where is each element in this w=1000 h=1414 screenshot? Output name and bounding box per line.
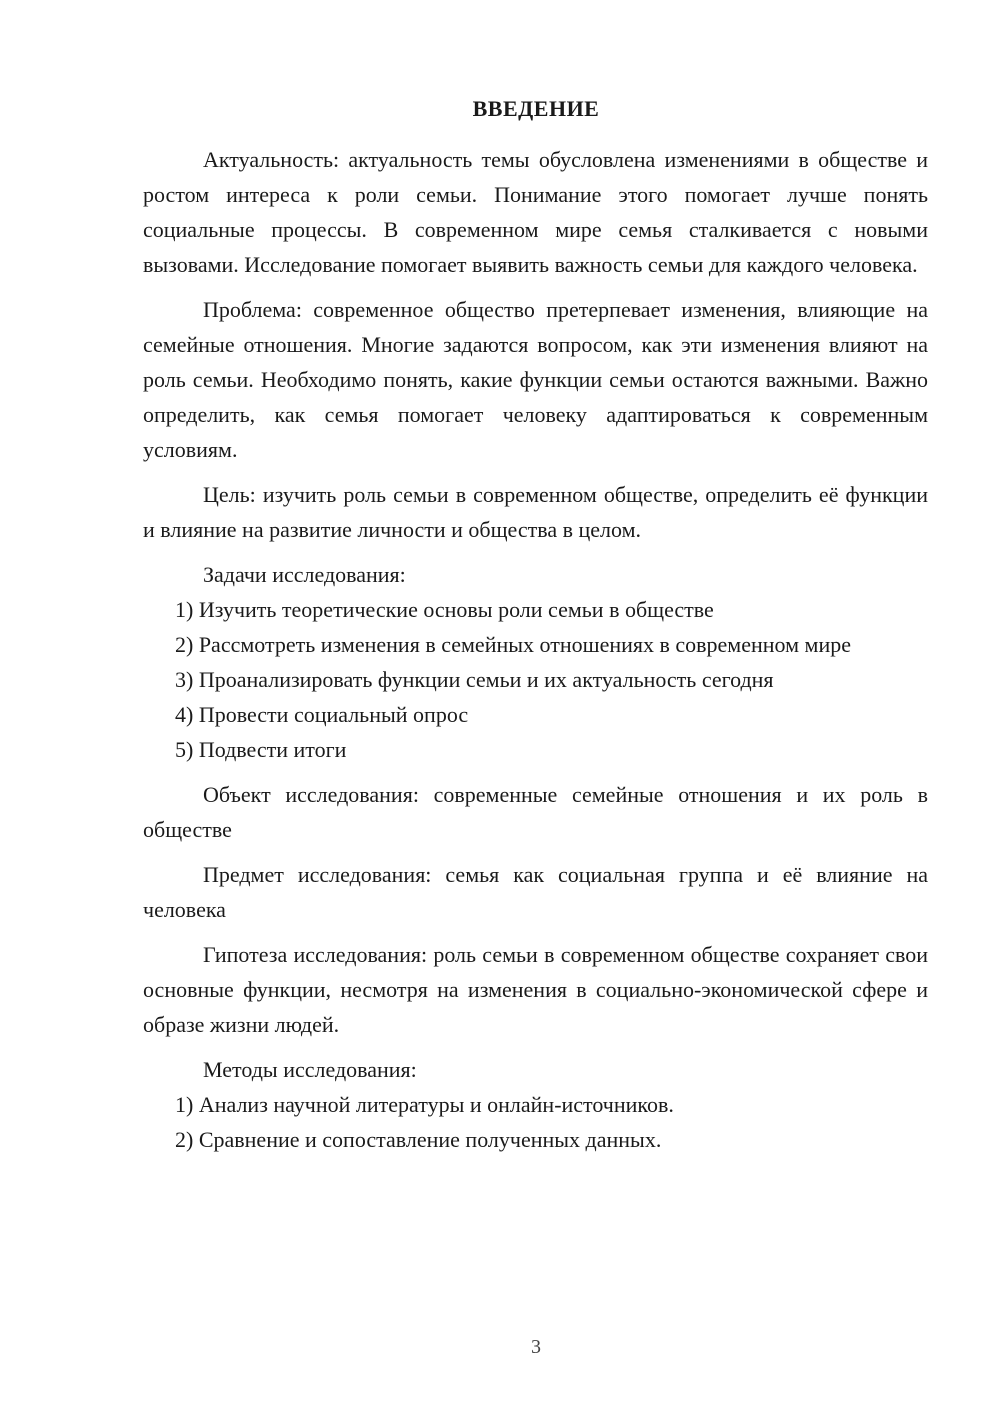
method-item: 1) Анализ научной литературы и онлайн-источников.: [175, 1092, 674, 1117]
task-item: 4) Провести социальный опрос: [175, 702, 469, 727]
task-item: 3) Проанализировать функции семьи и их актуальность сегодня: [175, 667, 774, 692]
goal-paragraph: Цель: изучить роль семьи в современном обществе, определить её функции и влияние на развитие личности и общества в целом.: [143, 482, 928, 542]
document-body: [143, 142, 928, 1157]
method-item: 2) Сравнение и сопоставление полученных данных.: [175, 1127, 662, 1152]
task-item: 2) Рассмотреть изменения в семейных отношениях в современном мире: [175, 632, 851, 657]
page-number: 3: [531, 1336, 541, 1358]
relevance-paragraph: Актуальность: актуальность темы обусловлена изменениями в обществе и ростом интереса к роли семьи. Понимание этого помогает лучше понять социальные процессы. В современном мире семья сталкивается с новыми вызовами. Исследование помогает выявить важность семьи для каждого человека.: [143, 147, 928, 277]
subject-paragraph: Предмет исследования: семья как социальная группа и её влияние на человека: [143, 862, 928, 922]
task-item: 1) Изучить теоретические основы роли семьи в обществе: [175, 597, 714, 622]
methods-heading: Методы исследования:: [203, 1057, 417, 1082]
tasks-heading: Задачи исследования:: [203, 562, 406, 587]
object-paragraph: Объект исследования: современные семейные отношения и их роль в обществе: [143, 782, 928, 842]
page-title: ВВЕДЕНИЕ: [472, 96, 600, 121]
task-item: 5) Подвести итоги: [175, 737, 347, 762]
problem-paragraph: Проблема: современное общество претерпевает изменения, влияющие на семейные отношения. Многие задаются вопросом, как эти изменения влияют на роль семьи. Необходимо понять, какие функции семьи остаются важными. Важно определить, как семья помогает человеку адаптироваться к современным условиям.: [143, 297, 928, 462]
hypothesis-paragraph: Гипотеза исследования: роль семьи в современном обществе сохраняет свои основные функции, несмотря на изменения в социально-экономической сфере и образе жизни людей.: [143, 942, 928, 1037]
